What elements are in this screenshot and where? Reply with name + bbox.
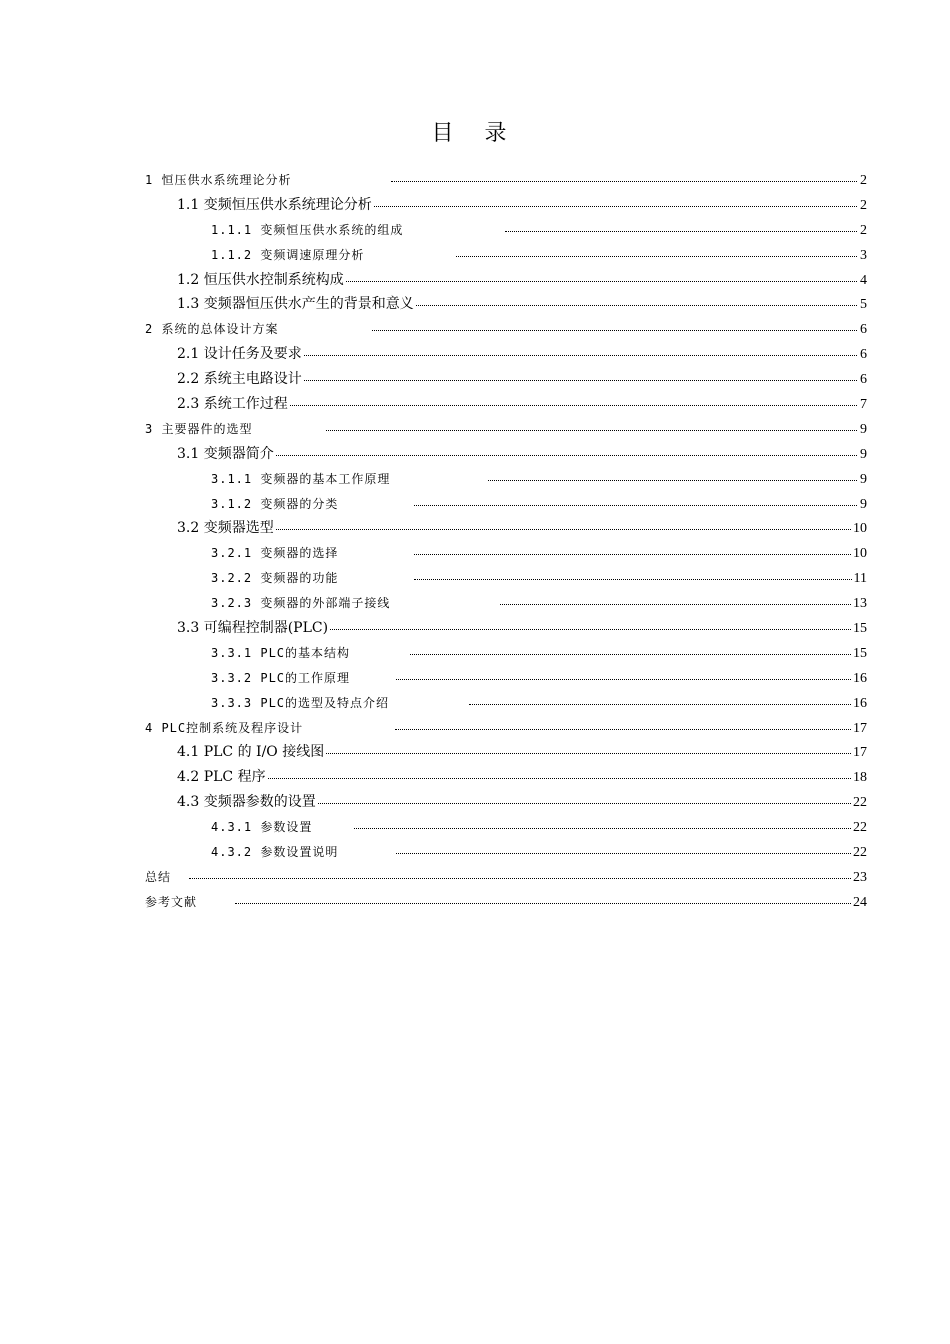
toc-entry[interactable] <box>145 790 867 815</box>
toc-entry-label: 参考文献 <box>145 894 198 909</box>
toc-entry-label: 1.1.1 变频恒压供水系统的组成 <box>211 222 404 237</box>
toc-page-number: 2 <box>860 197 867 213</box>
toc-entry[interactable] <box>145 740 867 765</box>
toc-entry-label: 2.1 设计任务及要求 <box>177 346 302 363</box>
toc-page-number: 17 <box>853 745 867 761</box>
toc-page-number: 18 <box>853 770 867 786</box>
toc-entry-label: 4.2 PLC 程序 <box>177 769 266 786</box>
toc-page-number: 15 <box>853 621 867 637</box>
toc-dot-leader <box>395 718 851 732</box>
toc-page-number: 9 <box>860 421 867 437</box>
toc-entry[interactable] <box>145 516 867 541</box>
toc-page-number: 13 <box>853 596 867 612</box>
toc-entry-label: 3.2.1 变频器的选择 <box>211 546 339 561</box>
toc-dot-leader <box>326 419 857 433</box>
toc-page-number: 6 <box>860 322 867 338</box>
toc-page-number: 16 <box>853 670 867 686</box>
toc-entry[interactable] <box>145 641 867 666</box>
toc-entry[interactable] <box>145 492 867 517</box>
toc-entry-label: 4.1 PLC 的 I/O 接线图 <box>177 744 325 761</box>
toc-entry[interactable] <box>145 467 867 492</box>
toc-dot-leader <box>396 842 851 856</box>
toc-dot-leader <box>391 170 857 184</box>
toc-dot-leader <box>330 618 851 632</box>
toc-entry-label: 3.3.2 PLC的工作原理 <box>211 670 351 685</box>
toc-dot-leader <box>416 294 857 308</box>
toc-entry-label: 3.3.1 PLC的基本结构 <box>211 645 351 660</box>
toc-dot-leader <box>304 369 857 383</box>
toc-entry[interactable] <box>145 616 867 641</box>
toc-entry-label: 1.3 变频器恒压供水产生的背景和意义 <box>177 296 414 313</box>
toc-dot-leader <box>268 767 851 781</box>
toc-entry-label: 3.1.1 变频器的基本工作原理 <box>211 471 391 486</box>
toc-page-number: 7 <box>860 397 867 413</box>
toc-entry-label: 4.3.2 参数设置说明 <box>211 845 339 860</box>
toc-entry-label: 3.3 可编程控制器(PLC) <box>177 620 329 637</box>
toc-dot-leader <box>276 444 857 458</box>
toc-entry[interactable] <box>145 541 867 566</box>
toc-entry-label: 1.1.2 变频调速原理分析 <box>211 247 365 262</box>
toc-entry[interactable] <box>145 442 867 467</box>
toc-dot-leader <box>372 319 857 333</box>
toc-dot-leader <box>396 668 851 682</box>
toc-page-number: 4 <box>860 272 867 288</box>
toc-page-number: 10 <box>853 521 867 537</box>
toc-page-number: 6 <box>860 347 867 363</box>
toc-entry[interactable] <box>145 268 867 293</box>
toc-entry-label: 2.2 系统主电路设计 <box>177 371 302 388</box>
toc-entry[interactable] <box>145 392 867 417</box>
toc-entry[interactable] <box>145 691 867 716</box>
toc-entry[interactable] <box>145 243 867 268</box>
toc-dot-leader <box>410 643 851 657</box>
toc-page-number: 3 <box>860 247 867 263</box>
toc-page-number: 9 <box>860 446 867 462</box>
toc-dot-leader <box>346 270 857 284</box>
toc-entry-label: 4.3 变频器参数的设置 <box>177 794 316 811</box>
toc-page-number: 2 <box>860 222 867 238</box>
toc-entry-label: 2 系统的总体设计方案 <box>145 322 279 337</box>
toc-entry[interactable] <box>145 292 867 317</box>
toc-dot-leader <box>456 245 857 259</box>
toc-dot-leader <box>488 469 857 483</box>
toc-dot-leader <box>414 543 851 557</box>
toc-entry[interactable] <box>145 840 867 865</box>
toc-page-number: 11 <box>853 571 867 587</box>
toc-page-number: 6 <box>860 372 867 388</box>
toc-page-number: 16 <box>853 695 867 711</box>
toc-entry-label: 1.2 恒压供水控制系统构成 <box>177 271 344 288</box>
toc-dot-leader <box>235 892 851 906</box>
toc-page-number: 9 <box>860 496 867 512</box>
toc-entry[interactable] <box>145 591 867 616</box>
toc-entry-label: 3.2.2 变频器的功能 <box>211 571 339 586</box>
toc-entry[interactable] <box>145 716 867 741</box>
toc-entry-label: 总结 <box>145 869 172 884</box>
toc-entry[interactable] <box>145 566 867 591</box>
toc-dot-leader <box>505 220 857 234</box>
toc-entry[interactable] <box>145 218 867 243</box>
toc-dot-leader <box>189 867 851 881</box>
toc-entry-label: 3.1.2 变频器的分类 <box>211 496 339 511</box>
toc-dot-leader <box>326 742 851 756</box>
toc-dot-leader <box>500 593 851 607</box>
toc-entry-label: 1 恒压供水系统理论分析 <box>145 173 292 187</box>
toc-entry-label: 2.3 系统工作过程 <box>177 396 288 413</box>
toc-entry-label: 3.2.3 变频器的外部端子接线 <box>211 596 391 611</box>
toc-entry-label: 4.3.1 参数设置 <box>211 820 313 835</box>
toc-entry-label: 3.2 变频器选型 <box>177 520 274 537</box>
toc-entry[interactable] <box>145 168 867 193</box>
toc-dot-leader <box>414 494 857 508</box>
toc-dot-leader <box>304 344 857 358</box>
toc-entry-label: 1.1 变频恒压供水系统理论分析 <box>177 196 372 213</box>
page-title: 目 录 <box>431 121 519 146</box>
toc-page-number: 9 <box>860 471 867 487</box>
toc-entry[interactable] <box>145 417 867 442</box>
toc-entry-label: 4 PLC控制系统及程序设计 <box>145 720 304 735</box>
toc-entry-label: 3.3.3 PLC的选型及特点介绍 <box>211 695 390 710</box>
toc-dot-leader <box>276 518 851 532</box>
toc-entry[interactable] <box>145 342 867 367</box>
toc-dot-leader <box>414 568 851 582</box>
toc-entry[interactable] <box>145 865 867 890</box>
toc-entry[interactable] <box>145 765 867 790</box>
toc-page-number: 2 <box>860 173 867 188</box>
toc-page-number: 22 <box>853 795 867 811</box>
toc-page-number: 22 <box>853 820 867 836</box>
toc-page-number: 10 <box>853 546 867 562</box>
toc-entry-label: 3 主要器件的选型 <box>145 421 253 436</box>
toc-dot-leader <box>290 394 857 408</box>
toc-dot-leader <box>354 817 851 831</box>
toc-entry[interactable] <box>145 666 867 691</box>
toc-page-number: 24 <box>853 894 867 910</box>
toc-entry[interactable] <box>145 815 867 840</box>
toc-page-number: 5 <box>860 297 867 313</box>
table-of-contents <box>145 168 867 915</box>
toc-entry[interactable] <box>145 890 867 915</box>
toc-entry-label: 3.1 变频器简介 <box>177 445 274 462</box>
toc-dot-leader <box>318 792 851 806</box>
toc-dot-leader <box>374 195 857 209</box>
toc-dot-leader <box>469 693 851 707</box>
toc-page-number: 23 <box>853 869 867 885</box>
toc-entry[interactable] <box>145 317 867 342</box>
toc-page-number: 17 <box>853 720 867 736</box>
toc-page-number: 15 <box>853 645 867 661</box>
toc-page-number: 22 <box>853 845 867 861</box>
toc-entry[interactable] <box>145 193 867 218</box>
toc-entry[interactable] <box>145 367 867 392</box>
